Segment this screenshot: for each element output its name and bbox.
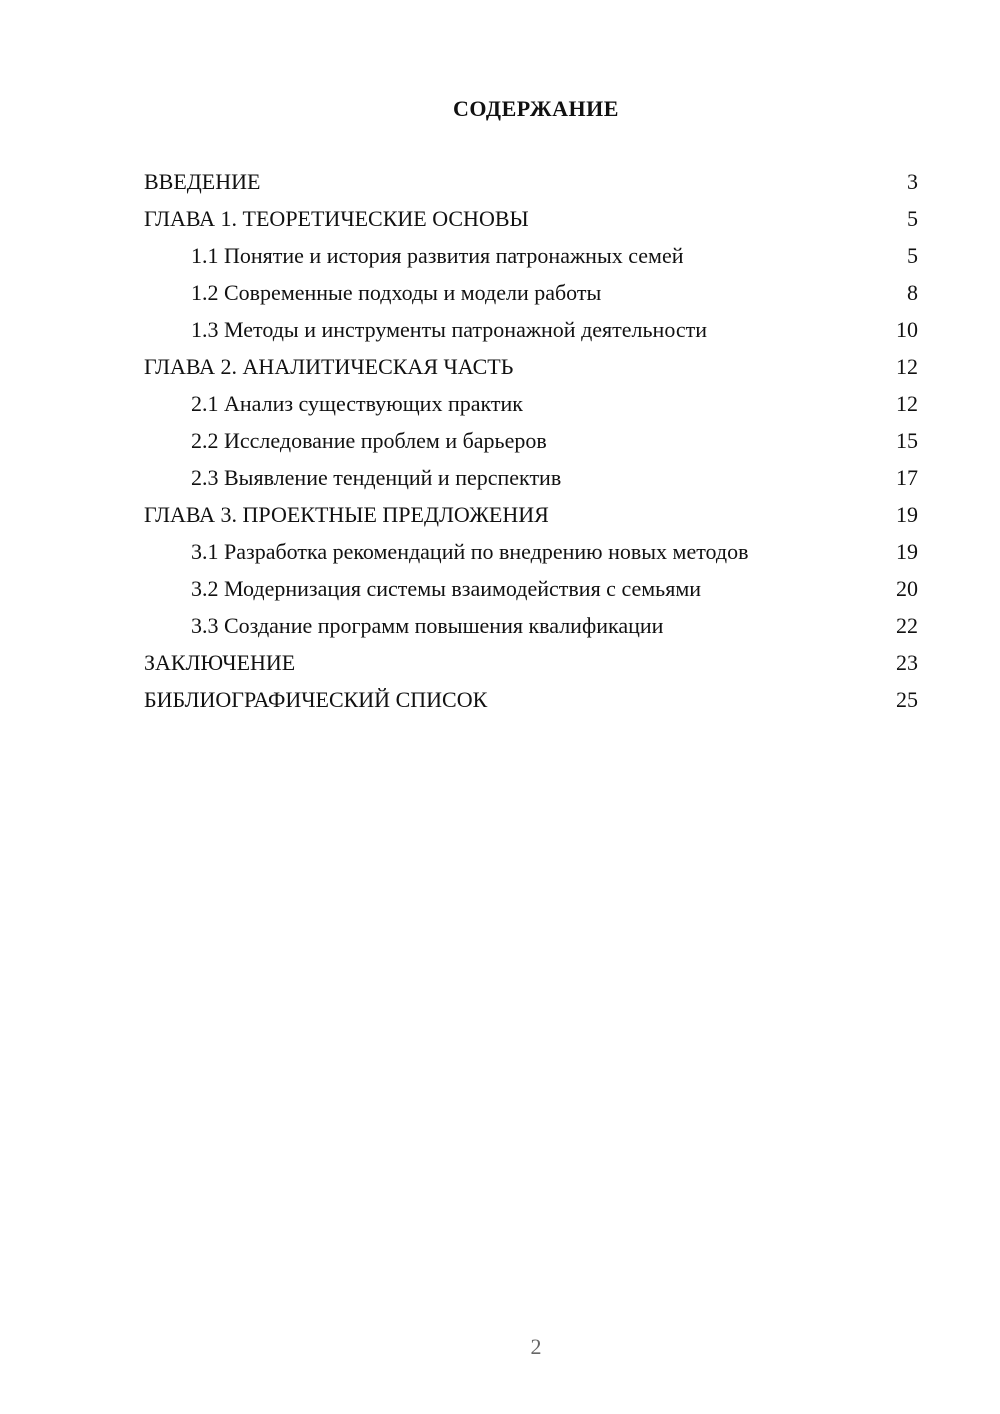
toc-entry-label: ГЛАВА 3. ПРОЕКТНЫЕ ПРЕДЛОЖЕНИЯ (144, 502, 549, 527)
toc-entry-label: 2.2 Исследование проблем и барьеров (191, 428, 547, 453)
toc-entry-label: ГЛАВА 1. ТЕОРЕТИЧЕСКИЕ ОСНОВЫ (144, 206, 529, 231)
toc-entry-label: 3.3 Создание программ повышения квалификации (191, 613, 664, 638)
toc-entry-page: 25 (896, 687, 918, 712)
toc-entry-label: 1.3 Методы и инструменты патронажной деятельности (191, 317, 708, 342)
toc-entry-chapter-3 (144, 501, 918, 529)
toc-entry-section-2-2 (144, 427, 918, 455)
toc-entry-chapter-2 (144, 353, 918, 381)
toc-entry-label: 3.1 Разработка рекомендаций по внедрению новых методов (191, 539, 749, 564)
toc-entry-label: 1.1 Понятие и история развития патронажных семей (191, 243, 684, 268)
toc-entry-page: 10 (896, 317, 918, 342)
toc-entry-section-1-3 (144, 316, 918, 344)
toc-entry-conclusion (144, 649, 918, 677)
toc-entry-page: 20 (896, 576, 918, 601)
toc-entry-label: 3.2 Модернизация системы взаимодействия с семьями (191, 576, 702, 601)
page-title: СОДЕРЖАНИЕ (453, 96, 619, 121)
toc-entry-page: 3 (907, 169, 918, 194)
toc-entry-label: БИБЛИОГРАФИЧЕСКИЙ СПИСОК (144, 687, 488, 712)
toc-entry-section-3-2 (144, 575, 918, 603)
table-of-contents (144, 168, 918, 723)
toc-entry-page: 8 (907, 280, 918, 305)
toc-entry-page: 5 (907, 206, 918, 231)
toc-entry-label: 2.3 Выявление тенденций и перспектив (191, 465, 562, 490)
toc-entry-page: 22 (896, 613, 918, 638)
toc-entry-page: 19 (896, 502, 918, 527)
toc-entry-label: ЗАКЛЮЧЕНИЕ (144, 650, 296, 675)
toc-entry-page: 12 (896, 354, 918, 379)
toc-entry-chapter-1 (144, 205, 918, 233)
toc-entry-label: ВВЕДЕНИЕ (144, 169, 261, 194)
toc-entry-page: 23 (896, 650, 918, 675)
toc-entry-introduction (144, 168, 918, 196)
toc-entry-page: 15 (896, 428, 918, 453)
toc-entry-page: 5 (907, 243, 918, 268)
toc-entry-page: 17 (896, 465, 918, 490)
toc-entry-section-2-1 (144, 390, 918, 418)
page-number: 2 (530, 1334, 542, 1359)
toc-entry-section-2-3 (144, 464, 918, 492)
toc-entry-bibliography (144, 686, 918, 714)
toc-entry-section-1-2 (144, 279, 918, 307)
toc-entry-section-3-1 (144, 538, 918, 566)
toc-entry-section-3-3 (144, 612, 918, 640)
toc-entry-label: ГЛАВА 2. АНАЛИТИЧЕСКАЯ ЧАСТЬ (144, 354, 514, 379)
toc-entry-label: 2.1 Анализ существующих практик (191, 391, 523, 416)
toc-entry-section-1-1 (144, 242, 918, 270)
toc-entry-label: 1.2 Современные подходы и модели работы (191, 280, 602, 305)
toc-entry-page: 19 (896, 539, 918, 564)
toc-entry-page: 12 (896, 391, 918, 416)
